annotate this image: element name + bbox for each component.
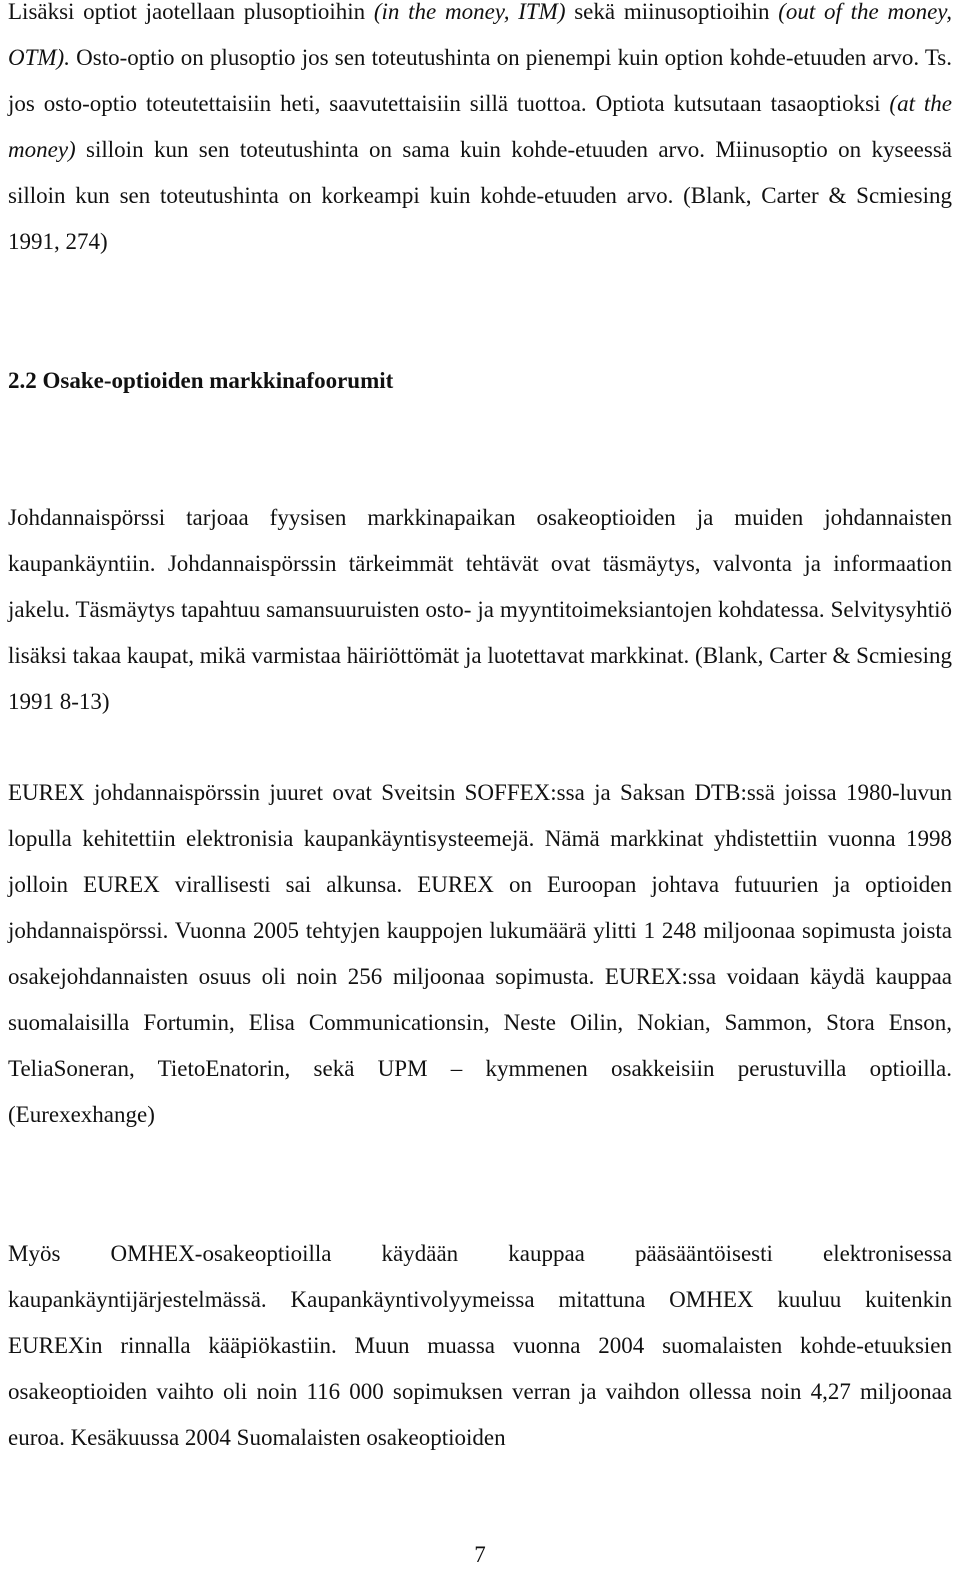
page-number: 7 <box>474 1542 486 1567</box>
paragraph-omhex: Myös OMHEX-osakeoptioilla käydään kauppaa pääsääntöisesti elektronisessa kaupankäyntijärjestelmässä. Kaupankäyntivolyymeissa mitattuna OMHEX kuuluu kuitenkin EUREXin rinnalla kääpiökastiin. Muun muassa vuonna 2004 suomalaisten kohde-etuuksien osakeoptioiden vaihto oli noin 116 000 sopimuksen verran ja vaihdon ollessa noin 4,27 miljoonaa euroa. Kesäkuussa 2004 Suomalaisten osakeoptioiden <box>8 1241 952 1450</box>
section-heading: 2.2 Osake-optioiden markkinafoorumit <box>8 368 394 393</box>
paragraph-eurex: EUREX johdannaispörssin juuret ovat Sveitsin SOFFEX:ssa ja Saksan DTB:ssä joissa 1980-luvun lopulla kehitettiin elektronisia kaupankäyntisysteemejä. Nämä markkinat yhdistettiin vuonna 1998 jolloin EUREX virallisesti sai alkunsa. EUREX on Euroopan johtava futuurien ja optioiden johdannaispörssi. Vuonna 2005 tehtyjen kauppojen lukumäärä ylitti 1 248 miljoonaa sopimusta joista osakejohdannaisten osuus oli noin 256 miljoonaa sopimusta. EUREX:ssa voidaan käydä kauppaa suomalaisilla Fortumin, Elisa Communicationsin, Neste Oilin, Nokian, Sammon, Stora Enson, TeliaSoneran, TietoEnatorin, sekä UPM – kymmenen osakkeisiin perustuvilla optioilla. (Eurexexhange) <box>8 780 952 1127</box>
paragraph-derivatives-exchange: Johdannaispörssi tarjoaa fyysisen markkinapaikan osakeoptioiden ja muiden johdannaisten kaupankäyntiin. Johdannaispörssin tärkeimmät tehtävät ovat täsmäytys, valvonta ja informaation jakelu. Täsmäytys tapahtuu samansuuruisten osto- ja myyntitoimeksiantojen kohdatessa. Selvitysyhtiö lisäksi takaa kaupat, mikä varmistaa häiriöttömät ja luotettavat markkinat. (Blank, Carter & Scmiesing 1991 8-13) <box>8 505 952 714</box>
paragraph-option-moneyness: Lisäksi optiot jaotellaan plusoptioihin (in the money, ITM) sekä miinusoptioihin (out of the money, OTM). Osto-optio on plusoptio jos sen toteutushinta on pienempi kuin option kohde-etuuden arvo. Ts. jos osto-optio toteutettaisiin heti, saavutettaisiin sillä tuottoa. Optiota kutsutaan tasaoptioksi (at the money) silloin kun sen toteutushinta on sama kuin kohde-etuuden arvo. Miinusoptio on kyseessä silloin kun sen toteutushinta on korkeampi kuin kohde-etuuden arvo. (Blank, Carter & Scmiesing 1991, 274) <box>8 0 953 254</box>
